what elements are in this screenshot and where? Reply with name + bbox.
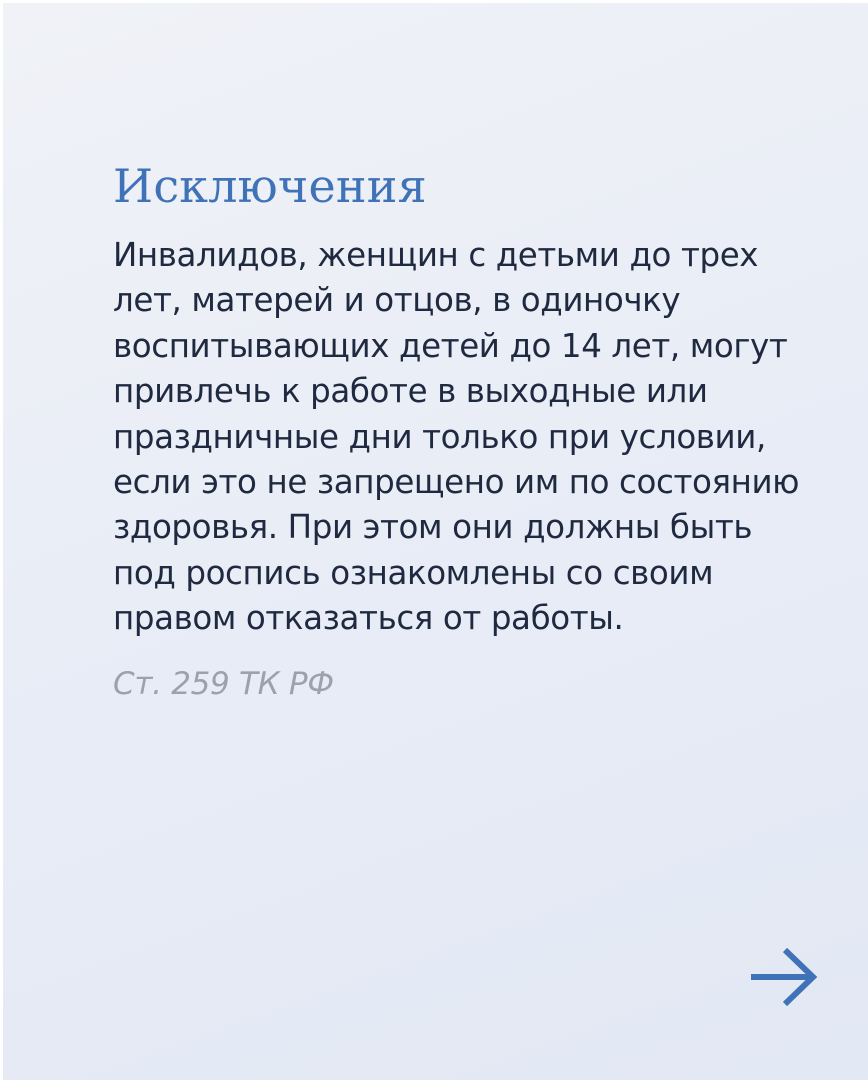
slide-title: Исключения	[113, 159, 427, 213]
arrow-right-icon	[747, 945, 819, 1009]
slide-body-text: Инвалидов, женщин с детьми до трех лет, матерей и отцов, в одиночку воспитывающих детей до 14 лет, могут привлечь к работе в выходные или праздничные дни только при условии, если это не запрещено им по состоянию здоровья. При этом они должны быть под роспись ознакомлены со своим правом отказаться от работы.	[113, 236, 800, 638]
slide-content	[113, 153, 833, 706]
law-reference: Ст. 259 ТК РФ	[113, 665, 334, 702]
next-slide-button[interactable]	[747, 945, 819, 1009]
